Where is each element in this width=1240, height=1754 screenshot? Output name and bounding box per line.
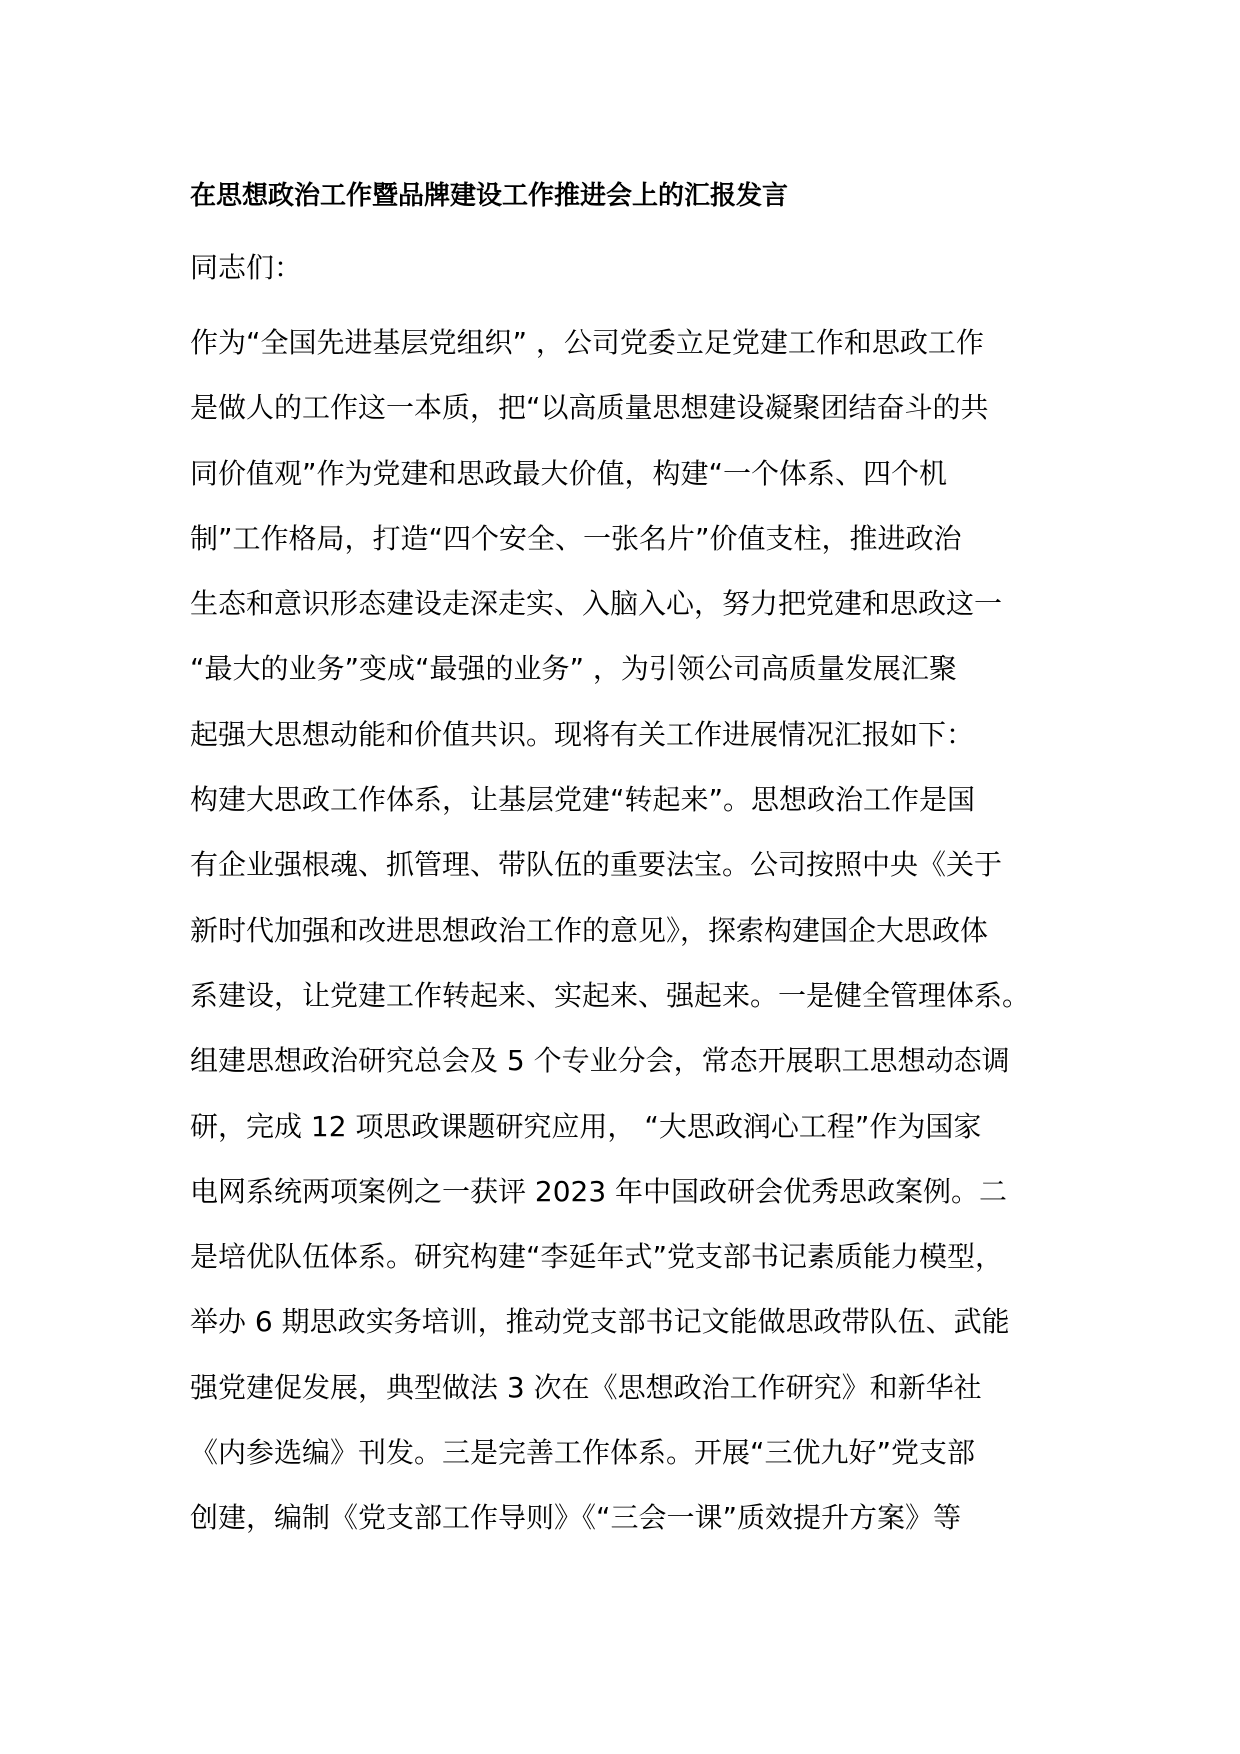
text-line: 是培优队伍体系。研究构建“李延年式”党支部书记素质能力模型， (190, 1240, 1004, 1274)
text-line: 《内参选编》刊发。三是完善工作体系。开展“三优九好”党支部 (190, 1436, 976, 1470)
text-line: 举办 6 期思政实务培训，推动党支部书记文能做思政带队伍、武能 (190, 1305, 1010, 1339)
text-line: 是做人的工作这一本质，把“以高质量思想建设凝聚团结奋斗的共 (190, 391, 989, 425)
document-title: 在思想政治工作暨品牌建设工作推进会上的汇报发言 (190, 181, 789, 211)
text-line: 构建大思政工作体系，让基层党建“转起来”。思想政治工作是国 (190, 783, 976, 817)
text-line: 有企业强根魂、抓管理、带队伍的重要法宝。公司按照中央《关于 (190, 848, 1003, 882)
text-line: “最大的业务”变成“最强的业务” ，为引领公司高质量发展汇聚 (190, 652, 957, 686)
body-text (190, 310, 1070, 1551)
text-line: 作为“全国先进基层党组织” ，公司党委立足党建工作和思政工作 (190, 326, 984, 359)
text-line: 同价值观”作为党建和思政最大价值，构建“一个体系、四个机 (190, 456, 948, 490)
text-line: 生态和意识形态建设走深走实、入脑入心，努力把党建和思政这一 (190, 587, 1003, 621)
text-line: 起强大思想动能和价值共识。现将有关工作进展情况汇报如下： (190, 717, 975, 751)
text-line: 强党建促发展，典型做法 3 次在《思想政治工作研究》和新华社 (190, 1370, 982, 1404)
text-line: 研，完成 12 项思政课题研究应用， “大思政润心工程”作为国家 (190, 1109, 982, 1143)
text-line: 组建思想政治研究总会及 5 个专业分会，常态开展职工思想动态调 (190, 1044, 1010, 1078)
text-line: 电网系统两项案例之一获评 2023 年中国政研会优秀思政案例。二 (190, 1174, 1008, 1208)
salutation: 同志们： (190, 251, 303, 284)
text-line: 系建设，让党建工作转起来、实起来、强起来。一是健全管理体系。 (190, 978, 1031, 1012)
text-line: 创建，编制《党支部工作导则》《“三会一课”质效提升方案》等 (190, 1501, 962, 1535)
text-line: 制”工作格局，打造“四个安全、一张名片”价值支柱，推进政治 (190, 521, 962, 555)
text-line: 新时代加强和改进思想政治工作的意见》，探索构建国企大思政体 (190, 913, 989, 947)
